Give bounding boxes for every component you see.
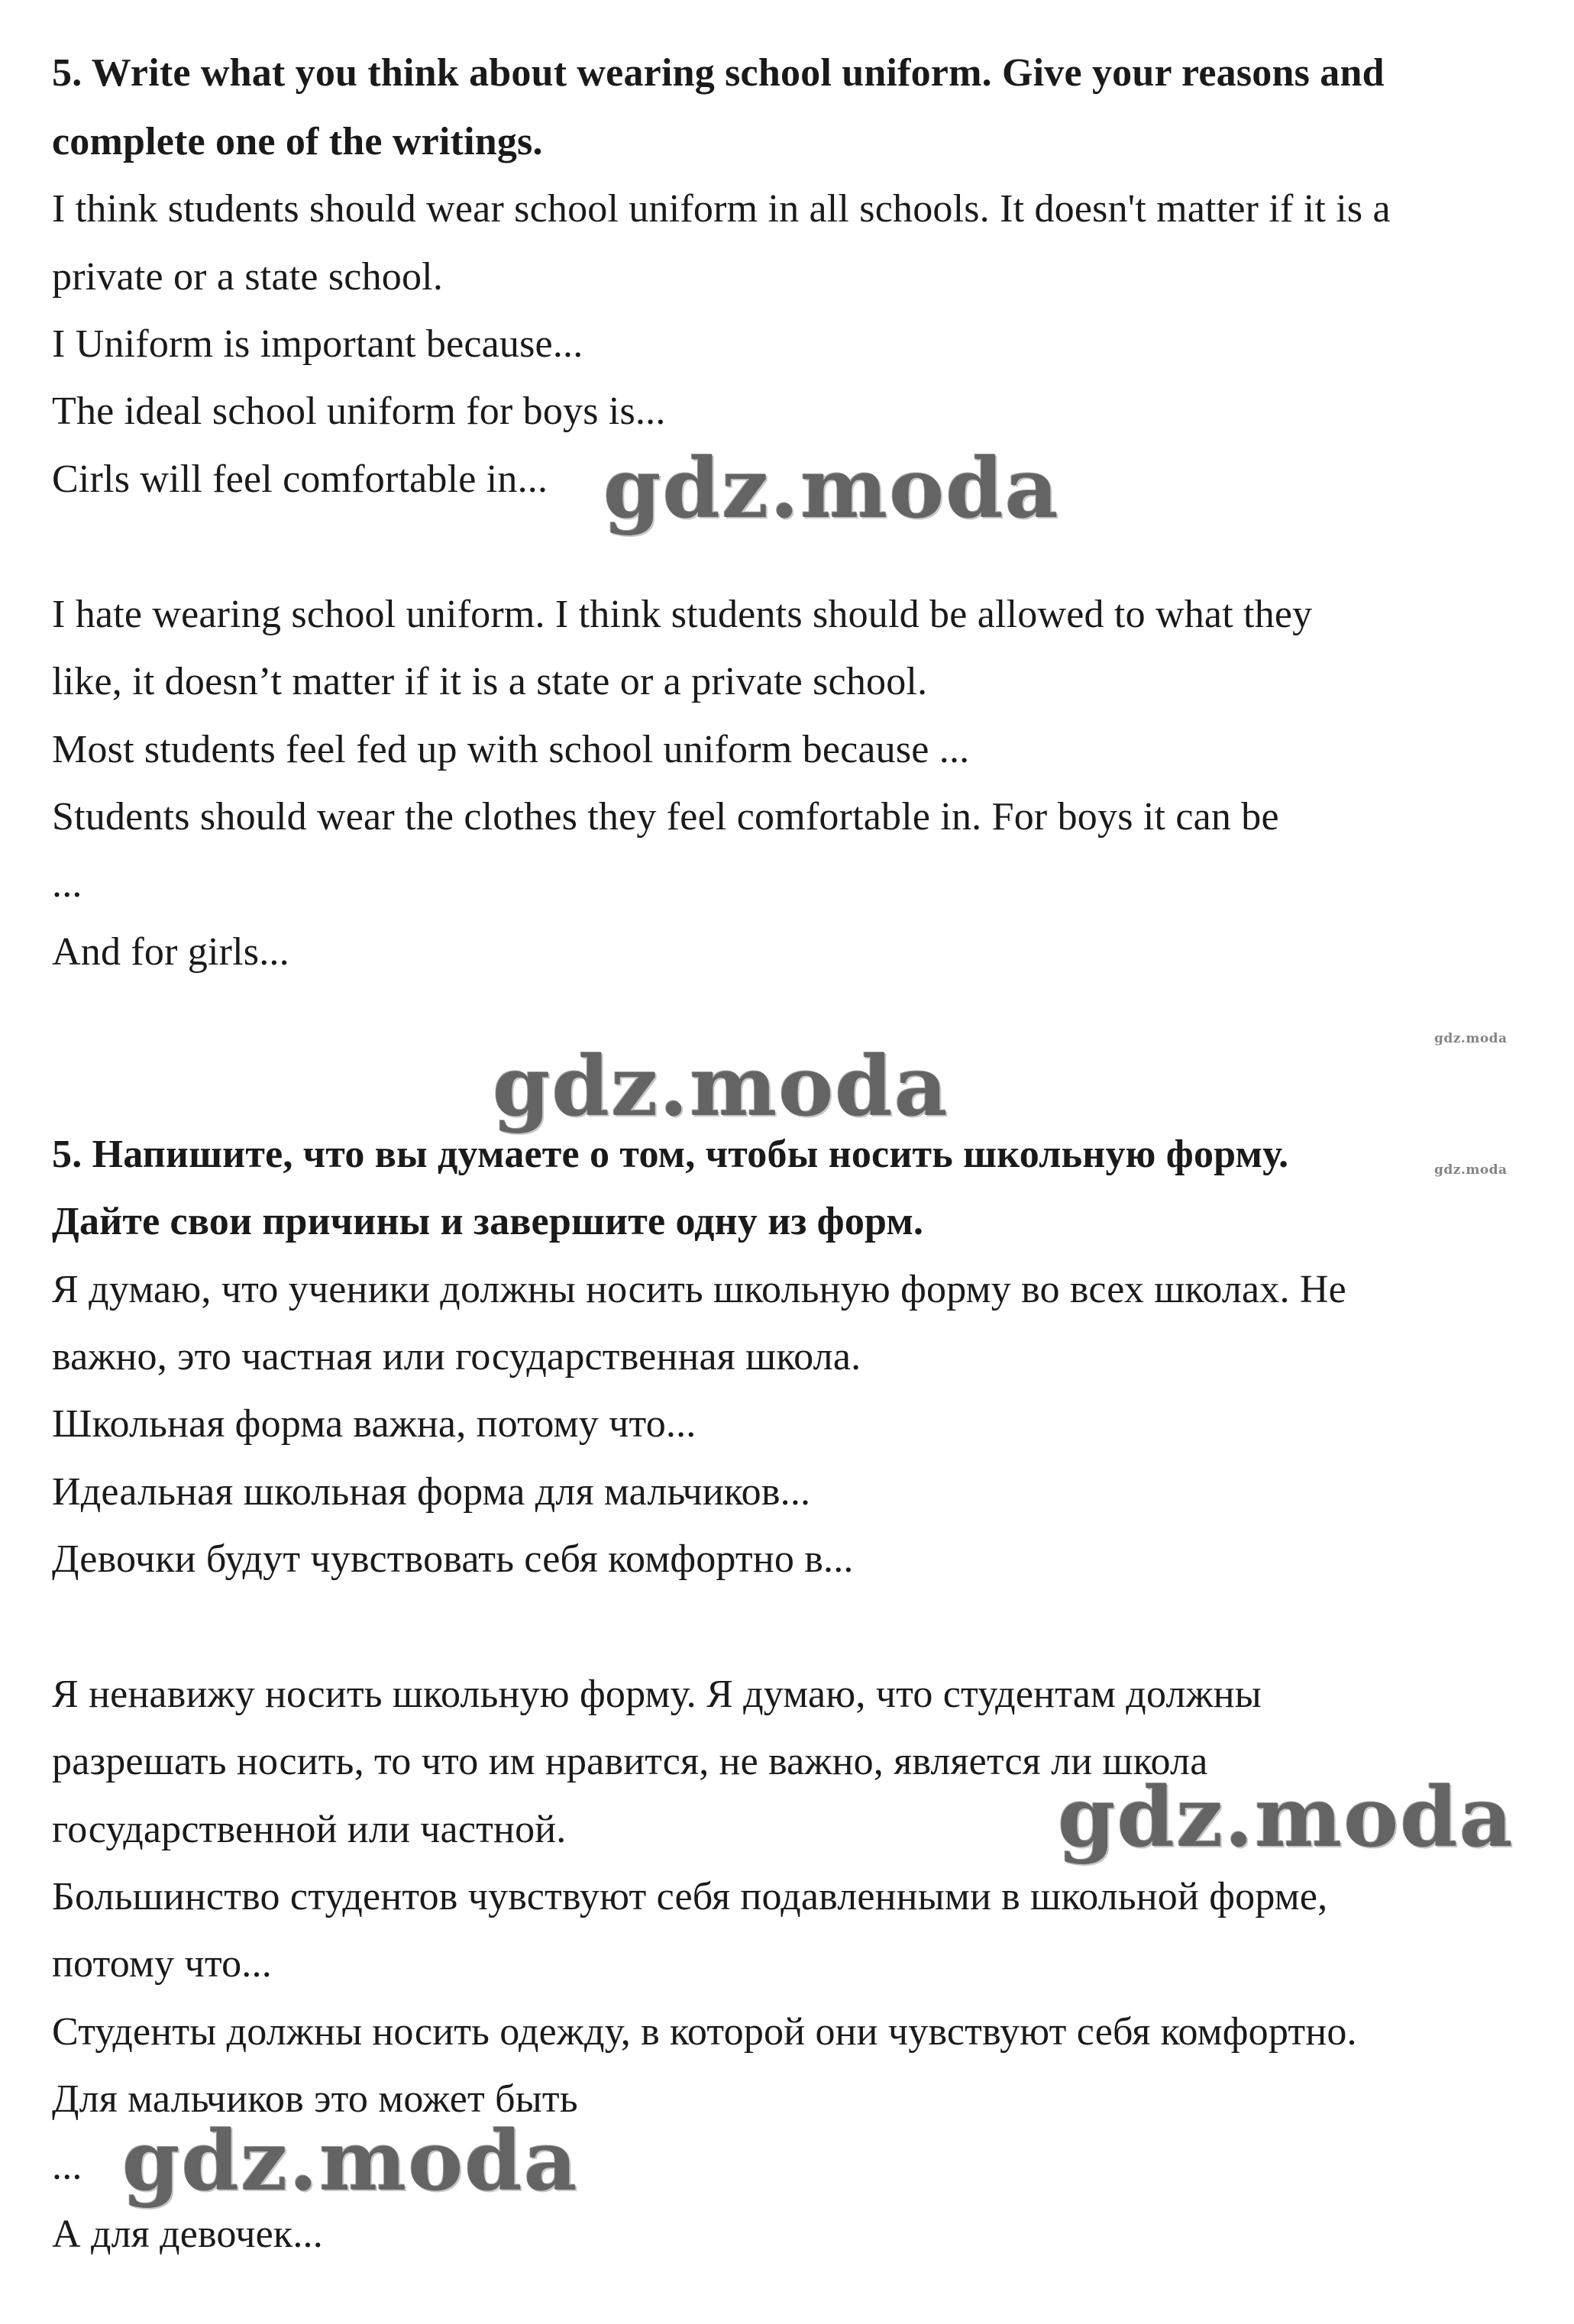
english-heading-line-2: complete one of the writings. [52, 120, 543, 163]
russian-paragraph-2-line-3: государственной или частной. [52, 1808, 567, 1851]
watermark-small: gdz.moda [1434, 1031, 1508, 1046]
english-paragraph-1-line-2: private or a state school. [52, 255, 444, 299]
english-paragraph-1-line-1: I think students should wear school uniform in all schools. It doesn't matter if it is a [52, 187, 1391, 231]
english-paragraph-2-line-5: ... [52, 862, 82, 906]
russian-paragraph-2-line-9: А для девочек... [52, 2212, 323, 2256]
russian-paragraph-2-line-6: Студенты должны носить одежду, в которой они чувствуют себя комфортно. [52, 2010, 1357, 2054]
russian-paragraph-1-line-3: Школьная форма важна, потому что... [52, 1402, 697, 1446]
russian-paragraph-2-line-4: Большинство студентов чувствуют себя подавленными в школьной форме, [52, 1875, 1328, 1918]
russian-paragraph-1-line-5: Девочки будут чувствовать себя комфортно в... [52, 1537, 854, 1581]
english-paragraph-2-line-6: And for girls... [52, 930, 289, 974]
english-paragraph-2-line-4: Students should wear the clothes they feel comfortable in. For boys it can be [52, 795, 1279, 839]
russian-paragraph-1-line-1: Я думаю, что ученики должны носить школьную форму во всех школах. Не [52, 1268, 1346, 1311]
english-paragraph-1-line-5: Cirls will feel comfortable in... [52, 457, 548, 501]
russian-paragraph-1-line-2: важно, это частная или государственная школа. [52, 1335, 861, 1379]
watermark-small: gdz.moda [1434, 1162, 1508, 1178]
russian-heading-line-2: Дайте свои причины и завершите одну из форм. [52, 1200, 924, 1243]
russian-paragraph-2-line-2: разрешать носить, то что им нравится, не важно, является ли школа [52, 1740, 1208, 1783]
english-paragraph-2-line-3: Most students feel fed up with school uniform because ... [52, 728, 970, 771]
russian-paragraph-1-line-4: Идеальная школьная форма для мальчиков... [52, 1470, 811, 1514]
english-paragraph-2-line-2: like, it doesn’t matter if it is a state or a private school. [52, 660, 928, 703]
watermark-logo: gdz.moda [122, 2113, 579, 2209]
watermark-logo: gdz.moda [603, 441, 1060, 537]
russian-paragraph-2-line-7: Для мальчиков это может быть [52, 2077, 578, 2121]
watermark-logo: gdz.moda [1058, 1770, 1514, 1866]
english-paragraph-1-line-3: I Uniform is important because... [52, 322, 583, 366]
english-paragraph-2-line-1: I hate wearing school uniform. I think students should be allowed to what they [52, 593, 1313, 636]
english-heading-line-1: 5. Write what you think about wearing school uniform. Give your reasons and [52, 51, 1385, 95]
watermark-logo: gdz.moda [493, 1039, 949, 1135]
russian-paragraph-2-line-8: ... [52, 2145, 82, 2188]
english-paragraph-1-line-4: The ideal school uniform for boys is... [52, 389, 666, 433]
russian-paragraph-2-line-1: Я ненавижу носить школьную форму. Я думаю, что студентам должны [52, 1673, 1262, 1716]
russian-heading-line-1: 5. Напишите, что вы думаете о том, чтобы носить школьную форму. [52, 1133, 1289, 1176]
russian-paragraph-2-line-5: потому что... [52, 1942, 272, 1986]
